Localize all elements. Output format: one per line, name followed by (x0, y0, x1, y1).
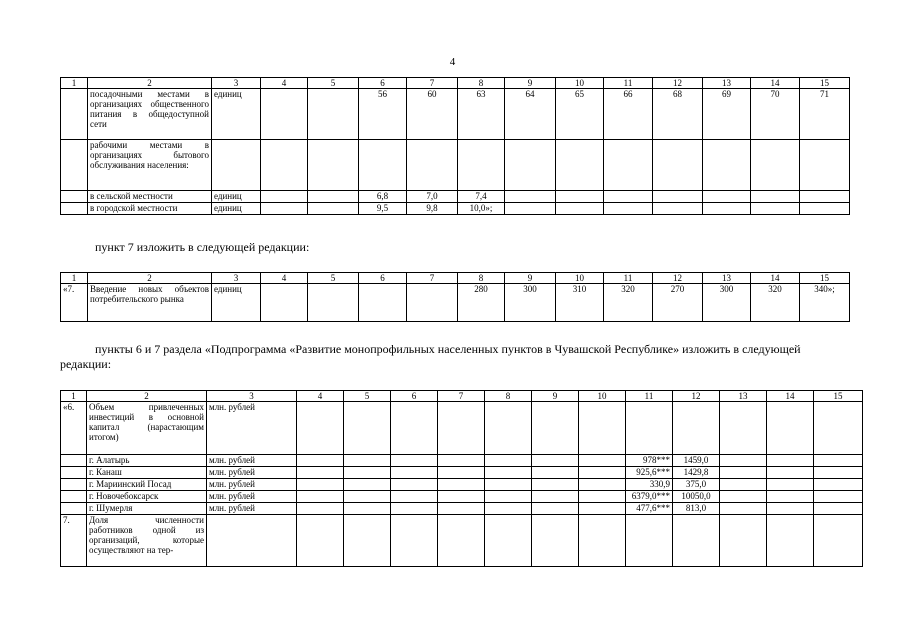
value-cell (308, 203, 359, 215)
value-cell (814, 467, 863, 479)
value-cell (391, 515, 438, 567)
value-cell (505, 191, 556, 203)
column-header: 5 (344, 391, 391, 402)
column-header: 11 (626, 391, 673, 402)
row-number: «7. (61, 284, 88, 322)
value-cell: 71 (800, 89, 850, 140)
value-cell: 7,0 (407, 191, 458, 203)
column-header: 3 (212, 78, 261, 89)
value-cell (344, 455, 391, 467)
value-cell (297, 455, 344, 467)
column-header: 1 (61, 273, 88, 284)
column-header: 7 (407, 273, 458, 284)
column-header: 14 (751, 273, 800, 284)
column-header: 8 (485, 391, 532, 402)
column-header: 9 (532, 391, 579, 402)
value-cell (532, 455, 579, 467)
value-cell (751, 140, 800, 191)
column-header: 10 (556, 273, 604, 284)
value-cell: 64 (505, 89, 556, 140)
value-cell: 60 (407, 89, 458, 140)
value-cell (308, 284, 359, 322)
value-cell (485, 515, 532, 567)
indicator-name: г. Канаш (87, 467, 207, 479)
column-header: 8 (458, 78, 505, 89)
value-cell (391, 491, 438, 503)
value-cell (505, 203, 556, 215)
value-cell: 300 (703, 284, 751, 322)
value-cell: 340»; (800, 284, 850, 322)
value-cell (438, 515, 485, 567)
value-cell (767, 455, 814, 467)
table-row (61, 479, 863, 491)
unit-cell: млн. рублей (207, 455, 297, 467)
value-cell (720, 467, 767, 479)
value-cell (626, 515, 673, 567)
indicator-name: г. Шумерля (87, 503, 207, 515)
value-cell (359, 140, 407, 191)
column-header: 2 (88, 273, 212, 284)
value-cell (720, 402, 767, 455)
value-cell: 6,8 (359, 191, 407, 203)
column-header: 15 (800, 78, 850, 89)
unit-cell: млн. рублей (207, 467, 297, 479)
page-number: 4 (449, 56, 456, 68)
value-cell: 320 (604, 284, 653, 322)
value-cell: 66 (604, 89, 653, 140)
column-header: 15 (800, 273, 850, 284)
value-cell (344, 515, 391, 567)
value-cell (532, 479, 579, 491)
unit-cell: млн. рублей (207, 503, 297, 515)
indicator-name: г. Мариинский Посад (87, 479, 207, 491)
value-cell: 280 (458, 284, 505, 322)
value-cell (604, 140, 653, 191)
column-header: 13 (720, 391, 767, 402)
value-cell (767, 479, 814, 491)
value-cell (751, 203, 800, 215)
value-cell (720, 503, 767, 515)
value-cell: 6379,0*** (626, 491, 673, 503)
value-cell (391, 467, 438, 479)
column-header: 11 (604, 273, 653, 284)
value-cell (720, 515, 767, 567)
value-cell (485, 467, 532, 479)
table-row (61, 491, 863, 503)
value-cell (556, 140, 604, 191)
value-cell (532, 467, 579, 479)
indicator-name: Доля численности работников одной из организаций, которые осуществляют на тер- (87, 515, 207, 567)
column-header: 13 (703, 78, 751, 89)
column-header: 3 (212, 273, 261, 284)
column-header: 7 (438, 391, 485, 402)
value-cell (438, 467, 485, 479)
column-header: 12 (653, 273, 703, 284)
value-cell (703, 203, 751, 215)
value-cell: 69 (703, 89, 751, 140)
value-cell (391, 479, 438, 491)
value-cell (579, 467, 626, 479)
value-cell (438, 491, 485, 503)
value-cell (485, 402, 532, 455)
value-cell (505, 140, 556, 191)
table-row (61, 140, 850, 191)
value-cell (800, 203, 850, 215)
column-header: 2 (87, 391, 207, 402)
value-cell (720, 491, 767, 503)
value-cell: 10,0»; (458, 203, 505, 215)
column-header: 11 (604, 78, 653, 89)
value-cell (673, 515, 720, 567)
value-cell: 320 (751, 284, 800, 322)
value-cell (391, 503, 438, 515)
value-cell (344, 467, 391, 479)
column-header: 6 (391, 391, 438, 402)
column-header: 4 (261, 78, 308, 89)
value-cell (751, 191, 800, 203)
column-header: 1 (61, 391, 87, 402)
value-cell (532, 503, 579, 515)
unit-cell: единиц (212, 203, 261, 215)
value-cell: 1459,0 (673, 455, 720, 467)
value-cell: 63 (458, 89, 505, 140)
indicator-name: г. Алатырь (87, 455, 207, 467)
table-row (61, 89, 850, 140)
value-cell: 978*** (626, 455, 673, 467)
column-header: 10 (556, 78, 604, 89)
column-header: 14 (767, 391, 814, 402)
value-cell (800, 191, 850, 203)
value-cell (579, 402, 626, 455)
unit-cell: млн. рублей (207, 402, 297, 455)
unit-cell (207, 515, 297, 567)
value-cell (767, 467, 814, 479)
value-cell (407, 140, 458, 191)
unit-cell: млн. рублей (207, 479, 297, 491)
table-row (61, 515, 863, 567)
value-cell (297, 503, 344, 515)
column-header: 3 (207, 391, 297, 402)
value-cell (703, 191, 751, 203)
unit-cell: единиц (212, 284, 261, 322)
indicator-name: рабочими местами в организациях бытового обслуживания населения: (88, 140, 212, 191)
value-cell (485, 503, 532, 515)
value-cell: 477,6*** (626, 503, 673, 515)
value-cell (485, 479, 532, 491)
value-cell (344, 402, 391, 455)
indicator-name: г. Новочебоксарск (87, 491, 207, 503)
column-header: 1 (61, 78, 88, 89)
row-number: 7. (61, 515, 87, 567)
value-cell (653, 203, 703, 215)
column-header: 15 (814, 391, 863, 402)
value-cell (814, 455, 863, 467)
unit-cell: единиц (212, 89, 261, 140)
value-cell (767, 491, 814, 503)
value-cell (579, 503, 626, 515)
indicators-table-2 (60, 272, 850, 322)
value-cell (261, 203, 308, 215)
value-cell (814, 503, 863, 515)
value-cell: 300 (505, 284, 556, 322)
value-cell (556, 191, 604, 203)
table-row (61, 284, 850, 322)
value-cell (532, 491, 579, 503)
value-cell: 330,9 (626, 479, 673, 491)
unit-cell: млн. рублей (207, 491, 297, 503)
unit-cell: единиц (212, 191, 261, 203)
value-cell (579, 491, 626, 503)
value-cell (653, 191, 703, 203)
value-cell (814, 479, 863, 491)
value-cell: 813,0 (673, 503, 720, 515)
value-cell (814, 491, 863, 503)
indicator-name: посадочными местами в организациях общественного питания в общедоступной сети (88, 89, 212, 140)
value-cell (297, 402, 344, 455)
value-cell: 65 (556, 89, 604, 140)
row-number (61, 479, 87, 491)
value-cell (604, 191, 653, 203)
column-header: 9 (505, 273, 556, 284)
value-cell (261, 89, 308, 140)
value-cell (532, 515, 579, 567)
column-header: 14 (751, 78, 800, 89)
value-cell: 270 (653, 284, 703, 322)
value-cell (579, 515, 626, 567)
value-cell (814, 515, 863, 567)
column-header: 9 (505, 78, 556, 89)
indicator-name: в сельской местности (88, 191, 212, 203)
value-cell: 70 (751, 89, 800, 140)
indicator-name: в городской местности (88, 203, 212, 215)
unit-cell (212, 140, 261, 191)
table-row (61, 191, 850, 203)
value-cell (673, 402, 720, 455)
table-row (61, 402, 863, 455)
value-cell: 56 (359, 89, 407, 140)
value-cell (297, 515, 344, 567)
value-cell (344, 479, 391, 491)
table-header-row (61, 273, 850, 284)
value-cell (579, 479, 626, 491)
column-header: 13 (703, 273, 751, 284)
value-cell (308, 89, 359, 140)
value-cell (485, 455, 532, 467)
value-cell (391, 402, 438, 455)
value-cell (458, 140, 505, 191)
value-cell: 10050,0 (673, 491, 720, 503)
value-cell (720, 479, 767, 491)
value-cell (767, 503, 814, 515)
indicator-name: Объем привлеченных инвестиций в основной капитал (нарастающим итогом) (87, 402, 207, 455)
value-cell (261, 284, 308, 322)
table-row (61, 203, 850, 215)
column-header: 4 (261, 273, 308, 284)
value-cell: 375,0 (673, 479, 720, 491)
value-cell: 925,6*** (626, 467, 673, 479)
column-header: 8 (458, 273, 505, 284)
column-header: 12 (673, 391, 720, 402)
column-header: 10 (579, 391, 626, 402)
value-cell (407, 284, 458, 322)
column-header: 6 (359, 78, 407, 89)
value-cell (767, 402, 814, 455)
value-cell: 1429,8 (673, 467, 720, 479)
table-header-row (61, 78, 850, 89)
instruction-paragraph: пункт 7 изложить в следующей редакции: (95, 240, 310, 254)
value-cell: 9,5 (359, 203, 407, 215)
table-row (61, 455, 863, 467)
row-number (61, 455, 87, 467)
column-header: 5 (308, 273, 359, 284)
value-cell: 310 (556, 284, 604, 322)
value-cell (653, 140, 703, 191)
value-cell (438, 503, 485, 515)
value-cell (604, 203, 653, 215)
column-header: 2 (88, 78, 212, 89)
row-number (61, 503, 87, 515)
column-header: 4 (297, 391, 344, 402)
column-header: 7 (407, 78, 458, 89)
value-cell (261, 191, 308, 203)
value-cell (438, 455, 485, 467)
value-cell (532, 402, 579, 455)
value-cell (767, 515, 814, 567)
table-row (61, 503, 863, 515)
row-number (61, 491, 87, 503)
indicator-name: Введение новых объектов потребительского рынка (88, 284, 212, 322)
value-cell (297, 467, 344, 479)
indicators-table-3 (60, 390, 863, 567)
row-number: «6. (61, 402, 87, 455)
value-cell (359, 284, 407, 322)
value-cell (814, 402, 863, 455)
value-cell (438, 479, 485, 491)
value-cell (297, 479, 344, 491)
value-cell (556, 203, 604, 215)
value-cell: 7,4 (458, 191, 505, 203)
value-cell (344, 491, 391, 503)
value-cell (391, 455, 438, 467)
instruction-paragraph: пункты 6 и 7 раздела «Подпрограмма «Развитие монопрофильных населенных пунктов в Чувашской Республике» изложить в следующей редакции: (60, 342, 801, 371)
value-cell (703, 140, 751, 191)
value-cell (626, 402, 673, 455)
value-cell: 68 (653, 89, 703, 140)
value-cell (579, 455, 626, 467)
value-cell (297, 491, 344, 503)
column-header: 5 (308, 78, 359, 89)
row-number (61, 467, 87, 479)
value-cell (344, 503, 391, 515)
table-row (61, 467, 863, 479)
value-cell (485, 491, 532, 503)
table-header-row (61, 391, 863, 402)
value-cell (308, 140, 359, 191)
value-cell (438, 402, 485, 455)
column-header: 12 (653, 78, 703, 89)
value-cell (720, 455, 767, 467)
value-cell (261, 140, 308, 191)
value-cell (308, 191, 359, 203)
column-header: 6 (359, 273, 407, 284)
value-cell (800, 140, 850, 191)
value-cell: 9,8 (407, 203, 458, 215)
indicators-table-1 (60, 77, 850, 215)
